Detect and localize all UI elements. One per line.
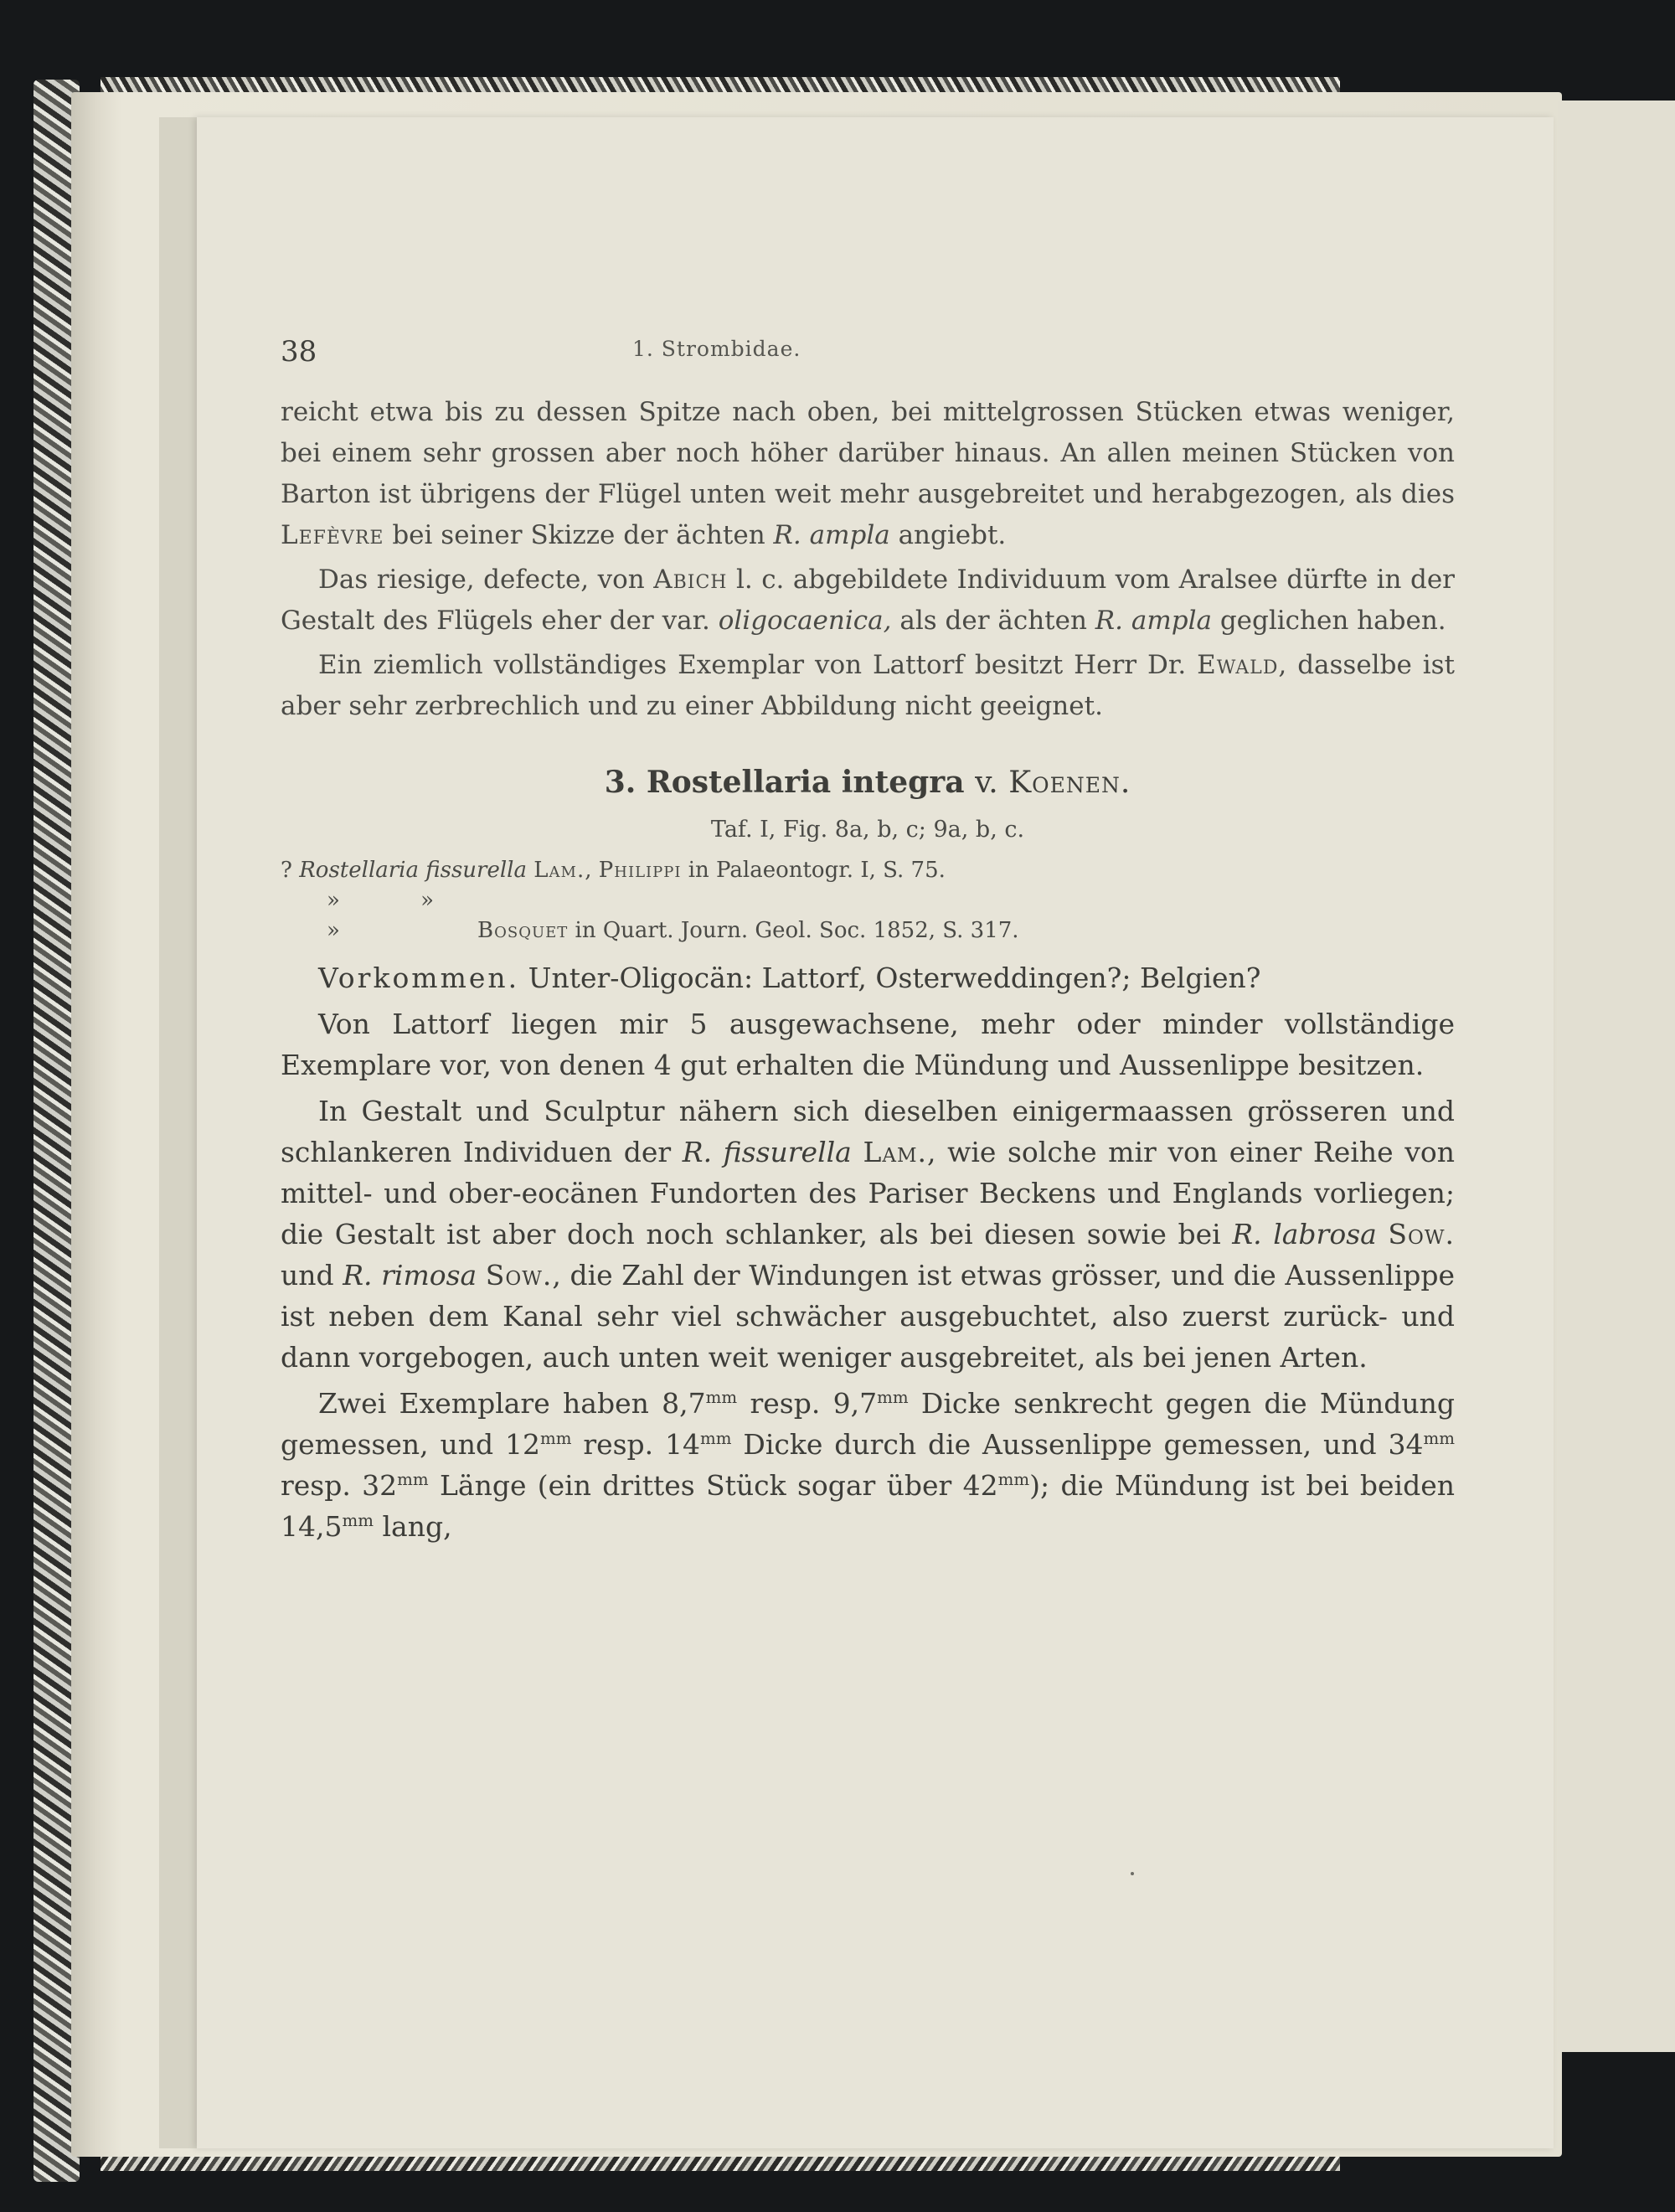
section-heading: 3. Rostellaria integra v. Koenen. [604,765,1131,800]
paragraph-6: In Gestalt und Sculptur nähern sich dieselben einigermaassen grösseren und schlankeren Individuen der R. fissurella Lam., wie solche mir von einer Reihe von mittel- und ober-eocänen Fundorten des Pariser Beckens und Englands vorliegen; die Gestalt ist aber doch noch schlanker, als bei diesen sowie bei R. labrosa Sow. und R. rimosa Sow., die Zahl der Windungen ist etwas grösser, und die Aussenlippe ist neben dem Kanal sehr viel schwächer ausgebuchtet, also zuerst zurück- und dann vorgebogen, auch unten weit weniger ausgebreitet, als bei jenen Arten. [281,1095,1455,1374]
page-content [84,335,1455,1543]
page-number: 38 [281,335,317,369]
paragraph-3: Ein ziemlich vollständiges Exemplar von Lattorf besitzt Herr Dr. Ewald, dasselbe ist aber sehr zerbrechlich und zu einer Abbildung nicht geeignet. [281,650,1455,721]
paragraph-2: Das riesige, defecte, von Abich l. c. abgebildete Individuum vom Aralsee dürfte in der Gestalt des Flügels eher der var. oligocaenica, als der ächten R. ampla geglichen haben. [281,565,1455,636]
synonymy-list [281,855,1455,946]
occurrence: Vorkommen. Unter-Oligocän: Lattorf, Osterweddingen?; Belgien? [318,962,1261,994]
page-header [84,335,1390,377]
synonymy-entry: » » » Bosquet in Quart. Journ. Geol. Soc. 1852, S. 317. [327,888,1019,943]
paragraph-1: reicht etwa bis zu dessen Spitze nach oben, bei mittelgrossen Stücken etwas weniger, bei einem sehr grossen aber noch höher darüber hinaus. An allen meinen Stücken von Barton ist übrigens der Flügel unten weit mehr ausgebreitet und herabgezogen, als dies Lefèvre bei seiner Skizze der ächten R. ampla angiebt. [281,397,1455,550]
text-block [281,392,1455,1547]
paragraph-5: Von Lattorf liegen mir 5 ausgewachsene, mehr oder minder vollständige Exemplare vor, von denen 4 gut erhalten die Mündung und Aussenlippe besitzen. [281,1008,1455,1081]
plate-reference: Taf. I, Fig. 8a, b, c; 9a, b, c. [710,817,1025,843]
paragraph-7: Zwei Exemplare haben $8,7^{mm}$ resp. $9,7^{mm}$ Dicke senkrecht gegen die Mündung gemessen, und $12^{mm}$ resp. $14^{mm}$ Dicke durch die Aussenlippe gemessen, und $34^{mm}$ resp. $32^{mm}$ Länge (ein drittes Stück sogar über $42^{mm}$); die Mündung ist bei beiden $14,5^{mm}$ lang, [281,1387,1455,1543]
next-page-edge [1558,101,1675,2052]
dust-speck [1131,1872,1134,1875]
running-head: 1. Strombidae. [632,337,801,361]
species-description [281,957,1455,1547]
synonymy-entry: ? Rostellaria fissurella Lam., Philippi in Palaeontogr. I, S. 75. [281,858,946,883]
